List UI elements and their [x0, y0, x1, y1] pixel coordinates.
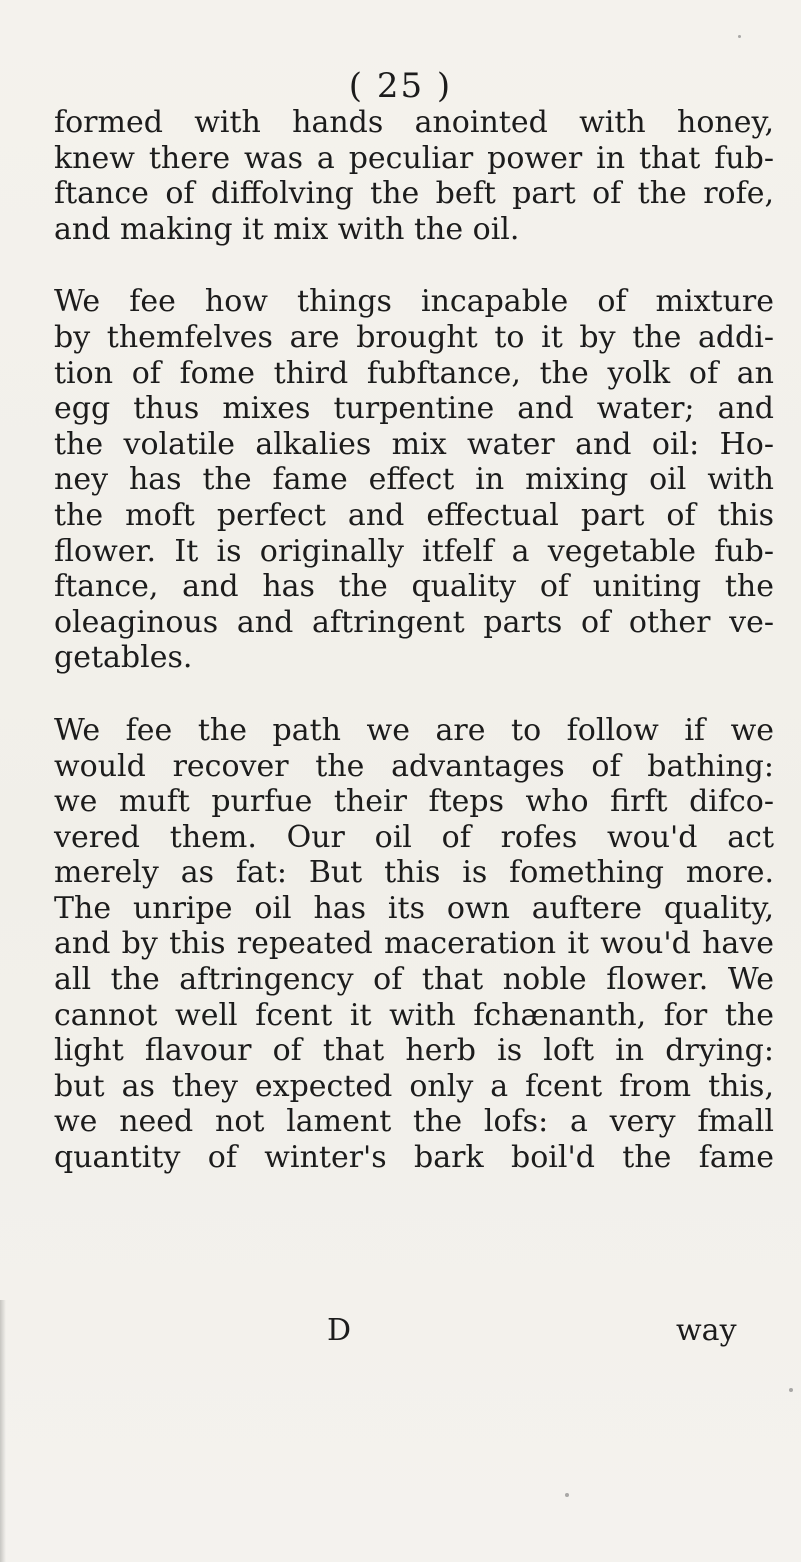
- text-line: getables.: [54, 640, 193, 676]
- text-line: ney has the fame effect in mixing oil with: [54, 462, 774, 498]
- paragraph-1: [54, 105, 774, 247]
- text-line: all the aftringency of that noble flower. We: [54, 962, 774, 998]
- paper-speck: [738, 35, 741, 38]
- text-line: ftance, and has the quality of uniting the: [54, 569, 774, 605]
- text-line: The unripe oil has its own auftere quality,: [54, 890, 774, 926]
- text-line: light flavour of that herb is loft in drying:: [54, 1033, 774, 1069]
- paper-speck: [789, 1388, 793, 1392]
- text-line: by themfelves are brought to it by the addi-: [54, 319, 774, 355]
- text-line: cannot well fcent it with fchænanth, for the: [54, 997, 774, 1033]
- text-line: ftance of diffolving the beft part of the rofe,: [54, 176, 774, 212]
- signature-mark: D: [327, 1313, 352, 1348]
- paragraph-2: [54, 284, 774, 676]
- paragraph-3: [54, 713, 774, 1176]
- text-line: egg thus mixes turpentine and water; and: [54, 391, 774, 427]
- text-line: the moft perfect and effectual part of this: [54, 497, 774, 533]
- text-line: flower. It is originally itfelf a vegetable fub-: [54, 533, 774, 569]
- page-number: ( 25 ): [348, 66, 453, 106]
- text-line: and making it mix with the oil.: [54, 211, 520, 247]
- text-line: we need not lament the lofs: a very fmall: [54, 1104, 774, 1140]
- paper-speck: [565, 1493, 569, 1497]
- text-line: merely as fat: But this is fomething more.: [54, 855, 774, 891]
- text-line: we muft purfue their fteps who firft difco-: [54, 784, 774, 820]
- text-line: quantity of winter's bark boil'd the fame: [54, 1140, 774, 1176]
- page-edge-shadow: [0, 1300, 6, 1562]
- text-line: knew there was a peculiar power in that fub-: [54, 140, 774, 176]
- text-line: oleaginous and aftringent parts of other ve-: [54, 604, 774, 640]
- text-line: tion of fome third fubftance, the yolk of an: [54, 355, 774, 391]
- text-line: We fee how things incapable of mixture: [54, 284, 774, 320]
- text-line: We fee the path we are to follow if we: [54, 712, 774, 748]
- body-text: [54, 105, 774, 1176]
- text-line: but as they expected only a fcent from this,: [54, 1068, 774, 1104]
- catchword: way: [676, 1313, 737, 1348]
- text-line: would recover the advantages of bathing:: [54, 748, 774, 784]
- text-line: vered them. Our oil of rofes wou'd act: [54, 819, 774, 855]
- text-line: the volatile alkalies mix water and oil: Ho-: [54, 426, 774, 462]
- text-line: and by this repeated maceration it wou'd have: [54, 926, 774, 962]
- text-line: formed with hands anointed with honey,: [54, 105, 774, 140]
